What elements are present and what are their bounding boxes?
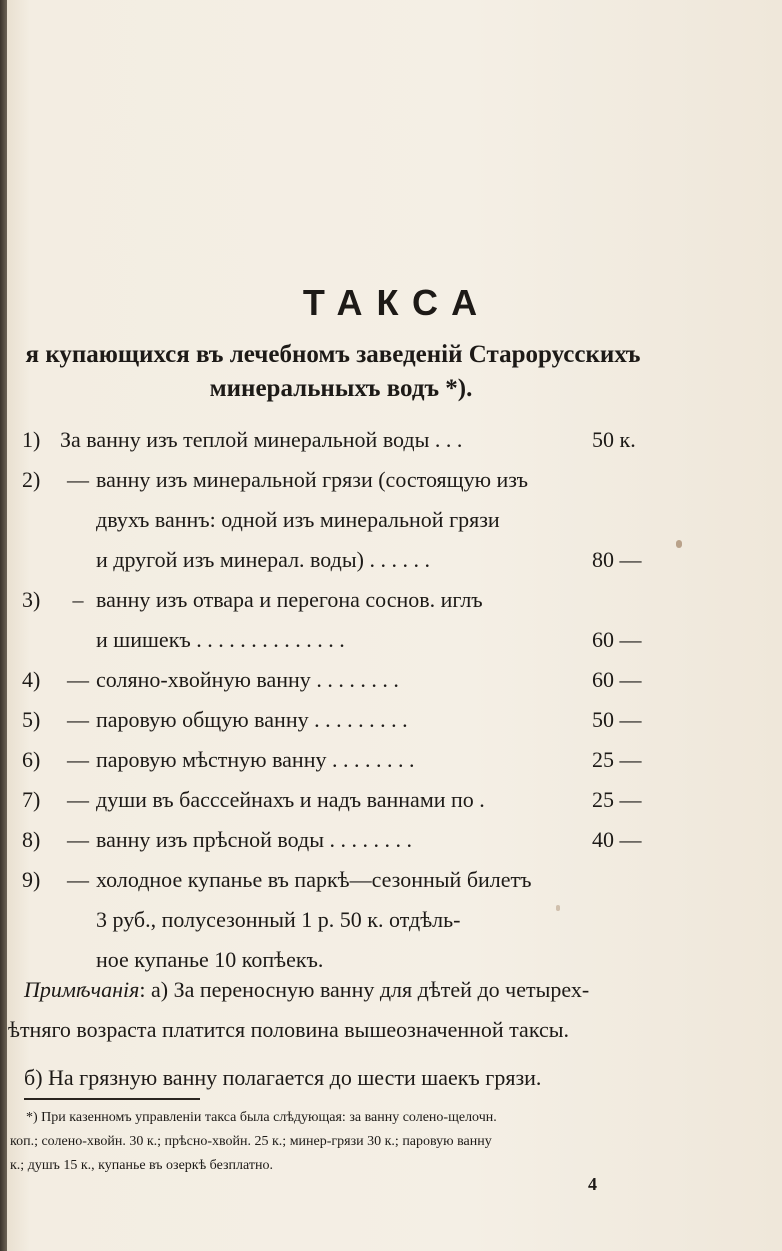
item-dash: — <box>67 747 89 772</box>
item-number: 2) <box>22 467 41 492</box>
paper-speck <box>676 540 682 548</box>
item-dash: — <box>67 867 89 892</box>
paper-speck <box>556 905 560 911</box>
item-price: 25 — <box>592 787 642 812</box>
footnote-line-3: к.; душъ 15 к., купанье въ озеркѣ безплатно. <box>10 1158 273 1173</box>
notes-section <box>0 970 680 1098</box>
item-dash: – <box>72 587 84 612</box>
price-list <box>22 420 662 980</box>
item-number: 8) <box>22 827 41 852</box>
note-a-cont: ѣтняго возраста платится половина вышеозначенной таксы. <box>8 1017 569 1042</box>
item-continuation: ное купанье 10 копѣекъ. <box>96 947 324 972</box>
price-item-8: 8) — ванну изъ прѣсной воды . . . . . . . . 40 — <box>22 820 662 860</box>
note-b: б) На грязную ванну полагается до шести шаекъ грязи. <box>24 1065 542 1090</box>
item-number: 9) <box>22 867 41 892</box>
page-subtitle <box>0 338 782 406</box>
price-item-4: 4) — соляно-хвойную ванну . . . . . . . . 60 — <box>22 660 662 700</box>
item-continuation-last: и шишекъ . . . . . . . . . . . . . . 60 — <box>22 620 662 660</box>
item-text: холодное купанье въ паркѣ—сезонный билетъ <box>96 867 532 892</box>
item-price: 50 к. <box>592 427 636 452</box>
price-item-7: 7) — души въ басссейнахъ и надъ ваннами по . 25 — <box>22 780 662 820</box>
price-item-1 <box>22 420 662 460</box>
item-number: 6) <box>22 747 41 772</box>
price-item-2 <box>22 460 662 500</box>
item-price: 60 — <box>592 627 642 652</box>
item-number: 7) <box>22 787 41 812</box>
footnote <box>10 1106 670 1178</box>
item-dash: — <box>67 827 89 852</box>
item-continuation: двухъ ваннъ: одной изъ минеральной грязи <box>96 507 500 532</box>
item-price: 25 — <box>592 747 642 772</box>
item-continuation: 3 руб., полусезонный 1 р. 50 к. отдѣль- <box>96 907 461 932</box>
price-item-9 <box>22 860 662 900</box>
item-price: 40 — <box>592 827 642 852</box>
footnote-divider <box>24 1098 200 1100</box>
item-text: ванну изъ отвара и перегона соснов. иглъ <box>96 587 483 612</box>
item-text: ванну изъ минеральной грязи (состоящую изъ <box>96 467 528 492</box>
price-item-6: 6) — паровую мѣстную ванну . . . . . . . . 25 — <box>22 740 662 780</box>
note-a: Примѣчанія: а) За переносную ванну для дѣтей до четырех- <box>24 977 590 1002</box>
item-number: 4) <box>22 667 41 692</box>
price-item-5: 5) — паровую общую ванну . . . . . . . . . 50 — <box>22 700 662 740</box>
item-dash: — <box>67 467 89 492</box>
item-price: 80 — <box>592 547 642 572</box>
item-price: 50 — <box>592 707 642 732</box>
page-number: 4 <box>588 1174 597 1194</box>
item-number: 5) <box>22 707 41 732</box>
item-dash: — <box>67 707 89 732</box>
subtitle-line-2: минеральныхъ водъ *). <box>209 375 473 402</box>
notes-label: Примѣчанія <box>24 977 140 1002</box>
item-number: 3) <box>22 587 41 612</box>
price-item-3 <box>22 580 662 620</box>
item-dash: — <box>67 667 89 692</box>
item-price: 60 — <box>592 667 642 692</box>
item-text: За ванну изъ теплой минеральной воды . . . <box>60 427 463 452</box>
footnote-line-2: коп.; солено-хвойн. 30 к.; прѣсно-хвойн. 25 к.; минер-грязи 30 к.; паровую ванну <box>10 1134 492 1149</box>
item-dash: — <box>67 787 89 812</box>
item-number: 1) <box>22 427 41 452</box>
footnote-line-1: *) При казенномъ управленіи такса была слѣдующая: за ванну солено-щелочн. <box>26 1110 497 1125</box>
subtitle-line-1: я купающихся въ лечебномъ заведеній Старорусскихъ <box>25 341 641 368</box>
item-continuation-last: и другой изъ минерал. воды) . . . . . . 80 — <box>22 540 662 580</box>
page-title: ТАКСА <box>302 282 492 323</box>
